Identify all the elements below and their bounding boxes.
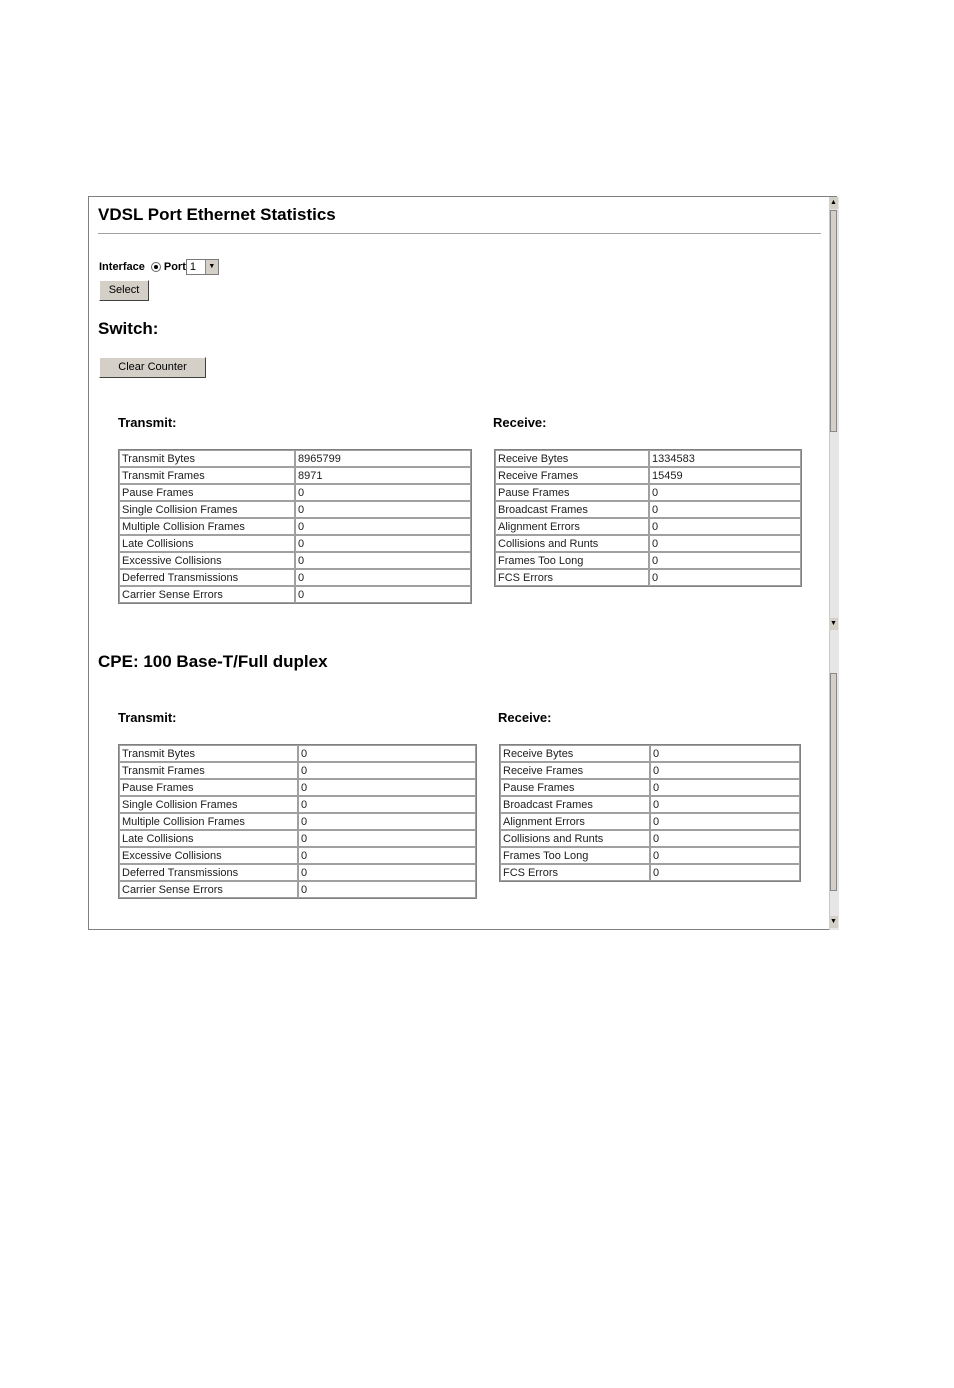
stat-value: 0	[295, 552, 471, 569]
stat-label: Frames Too Long	[495, 552, 649, 569]
stat-label: Multiple Collision Frames	[119, 518, 295, 535]
table-row	[119, 552, 471, 569]
table-row	[500, 864, 800, 881]
table-row	[119, 830, 476, 847]
stat-value: 0	[295, 518, 471, 535]
cpe-section-title: CPE: 100 Base-T/Full duplex	[98, 652, 328, 671]
stat-label: Carrier Sense Errors	[119, 881, 298, 898]
stat-value: 0	[295, 586, 471, 603]
stat-label: Alignment Errors	[500, 813, 650, 830]
switch-receive-title: Receive:	[493, 415, 547, 430]
switch-transmit-table	[118, 449, 472, 604]
stat-label: Pause Frames	[495, 484, 649, 501]
cpe-receive-table	[499, 744, 801, 882]
table-row	[500, 796, 800, 813]
stat-label: Broadcast Frames	[500, 796, 650, 813]
stat-label: Collisions and Runts	[495, 535, 649, 552]
stat-value: 0	[295, 484, 471, 501]
port-select-value: 1	[189, 261, 196, 273]
table-row	[119, 864, 476, 881]
table-row	[500, 779, 800, 796]
cpe-transmit-title: Transmit:	[118, 710, 177, 725]
switch-receive-table	[494, 449, 802, 587]
scroll-up-icon[interactable]: ▲	[829, 197, 838, 209]
stat-label: Excessive Collisions	[119, 552, 295, 569]
table-row	[119, 881, 476, 898]
stat-value: 0	[298, 864, 476, 881]
stat-value: 0	[298, 847, 476, 864]
table-row	[495, 569, 801, 586]
stat-label: Transmit Frames	[119, 467, 295, 484]
stat-value: 0	[298, 796, 476, 813]
stat-label: Pause Frames	[119, 779, 298, 796]
stat-label: Single Collision Frames	[119, 501, 295, 518]
table-row	[495, 450, 801, 467]
table-row	[119, 484, 471, 501]
table-row	[500, 830, 800, 847]
stat-value: 0	[649, 484, 801, 501]
stat-value: 0	[650, 830, 800, 847]
scroll-down-icon[interactable]: ▼	[829, 618, 838, 630]
stat-value: 0	[650, 762, 800, 779]
stat-value: 8965799	[295, 450, 471, 467]
interface-row	[99, 259, 219, 275]
stat-label: Late Collisions	[119, 535, 295, 552]
table-row	[119, 745, 476, 762]
port-radio[interactable]	[151, 262, 161, 272]
stat-label: Late Collisions	[119, 830, 298, 847]
stat-label: Excessive Collisions	[119, 847, 298, 864]
stat-value: 0	[298, 745, 476, 762]
scroll-thumb-lower[interactable]	[830, 673, 837, 891]
table-row	[119, 847, 476, 864]
stat-label: Alignment Errors	[495, 518, 649, 535]
table-row	[119, 762, 476, 779]
port-select[interactable]	[186, 259, 219, 275]
stat-label: FCS Errors	[495, 569, 649, 586]
stat-label: Broadcast Frames	[495, 501, 649, 518]
stat-value: 0	[650, 813, 800, 830]
stat-value: 0	[298, 881, 476, 898]
table-row	[500, 813, 800, 830]
stat-value: 0	[649, 518, 801, 535]
stat-label: Deferred Transmissions	[119, 569, 295, 586]
table-row	[495, 518, 801, 535]
select-button[interactable]: Select	[99, 280, 149, 301]
stat-label: Pause Frames	[500, 779, 650, 796]
table-row	[119, 450, 471, 467]
stat-label: Receive Frames	[500, 762, 650, 779]
table-row	[495, 552, 801, 569]
stat-label: Pause Frames	[119, 484, 295, 501]
table-row	[119, 569, 471, 586]
cpe-receive-title: Receive:	[498, 710, 552, 725]
table-row	[495, 467, 801, 484]
table-row	[119, 796, 476, 813]
stat-value: 0	[650, 745, 800, 762]
title-divider	[98, 233, 821, 234]
stat-value: 0	[295, 501, 471, 518]
stat-label: Receive Bytes	[500, 745, 650, 762]
stat-value: 8971	[295, 467, 471, 484]
table-row	[495, 501, 801, 518]
stat-label: Transmit Frames	[119, 762, 298, 779]
port-radio-label: Port	[163, 261, 186, 273]
stat-label: Receive Bytes	[495, 450, 649, 467]
stat-value: 0	[295, 569, 471, 586]
table-row	[495, 535, 801, 552]
table-row	[119, 535, 471, 552]
stat-value: 0	[649, 569, 801, 586]
table-row	[495, 484, 801, 501]
stat-label: Deferred Transmissions	[119, 864, 298, 881]
stat-value: 0	[298, 762, 476, 779]
switch-transmit-title: Transmit:	[118, 415, 177, 430]
interface-label: Interface	[99, 261, 145, 273]
stat-value: 0	[650, 796, 800, 813]
stat-label: Carrier Sense Errors	[119, 586, 295, 603]
stat-value: 1334583	[649, 450, 801, 467]
table-row	[500, 847, 800, 864]
table-row	[119, 467, 471, 484]
stat-value: 0	[649, 535, 801, 552]
stat-value: 15459	[649, 467, 801, 484]
table-row	[500, 745, 800, 762]
table-row	[119, 813, 476, 830]
switch-section-title: Switch:	[98, 319, 159, 338]
stat-label: Frames Too Long	[500, 847, 650, 864]
stat-label: Single Collision Frames	[119, 796, 298, 813]
stat-value: 0	[649, 552, 801, 569]
table-row	[119, 779, 476, 796]
scroll-down-icon[interactable]: ▼	[829, 916, 838, 928]
stat-value: 0	[298, 813, 476, 830]
chevron-down-icon[interactable]: ▼	[205, 260, 218, 274]
stat-label: Transmit Bytes	[119, 450, 295, 467]
stat-label: Transmit Bytes	[119, 745, 298, 762]
table-row	[500, 762, 800, 779]
stat-value: 0	[295, 535, 471, 552]
scroll-thumb[interactable]	[830, 210, 837, 432]
stat-value: 0	[649, 501, 801, 518]
stat-value: 0	[650, 864, 800, 881]
stat-value: 0	[650, 847, 800, 864]
stat-label: Receive Frames	[495, 467, 649, 484]
page-title: VDSL Port Ethernet Statistics	[98, 205, 336, 224]
stat-value: 0	[298, 779, 476, 796]
clear-counter-button[interactable]: Clear Counter	[99, 357, 206, 378]
stat-label: Collisions and Runts	[500, 830, 650, 847]
table-row	[119, 518, 471, 535]
stat-value: 0	[650, 779, 800, 796]
cpe-transmit-table	[118, 744, 477, 899]
table-row	[119, 501, 471, 518]
stat-label: FCS Errors	[500, 864, 650, 881]
table-row	[119, 586, 471, 603]
stat-value: 0	[298, 830, 476, 847]
stat-label: Multiple Collision Frames	[119, 813, 298, 830]
